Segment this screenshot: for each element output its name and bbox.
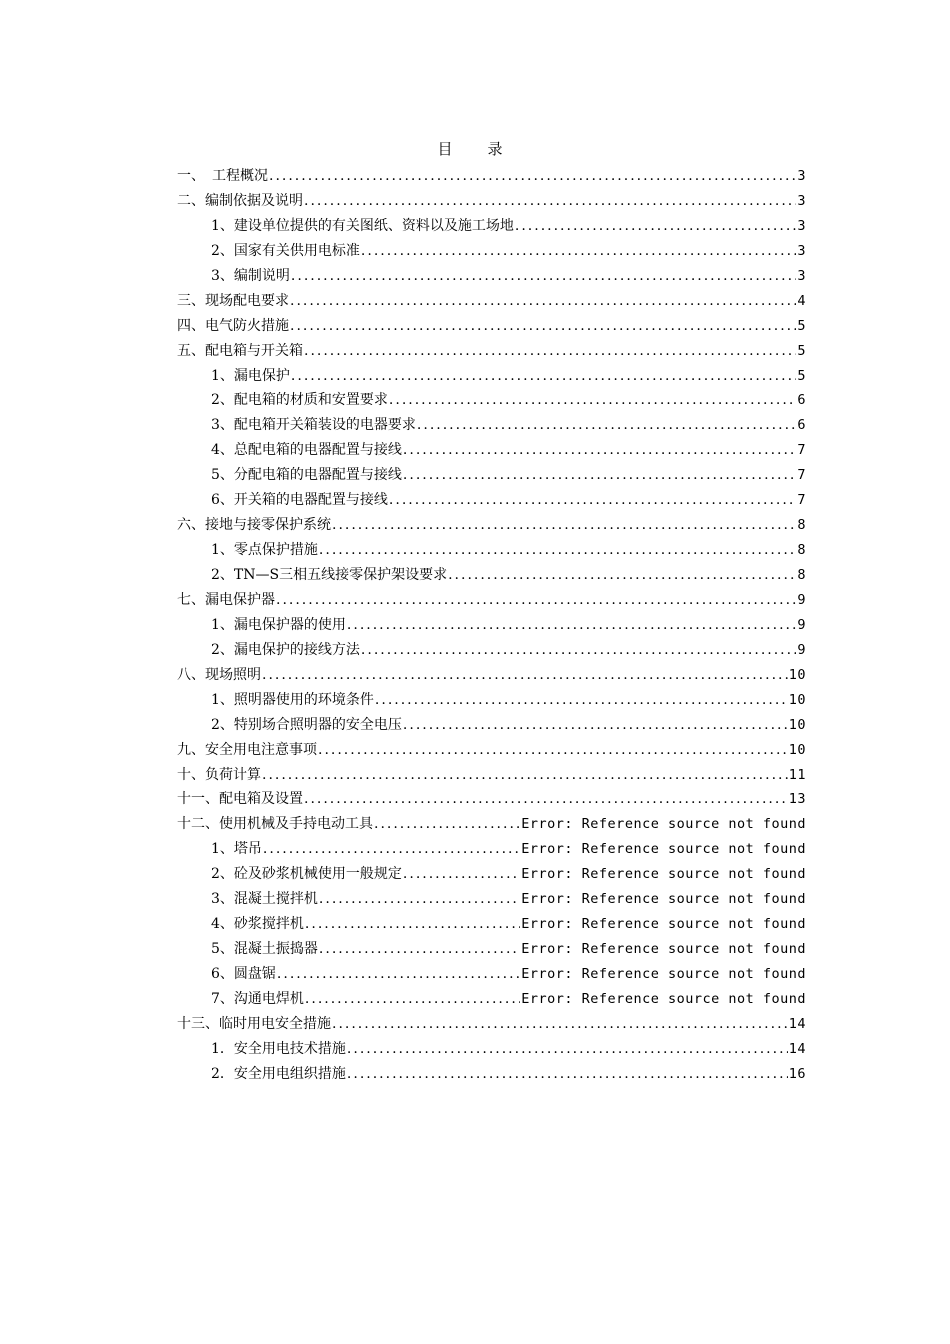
toc-entry-label: 6、开关箱的电器配置与接线 — [211, 492, 388, 509]
toc-entry-page: 10 — [788, 741, 806, 758]
toc-dot-leader — [403, 463, 796, 488]
toc-entry[interactable] — [177, 189, 806, 214]
toc-entry[interactable] — [177, 364, 806, 389]
toc-entry-page: Error: Reference source not found — [521, 841, 806, 858]
toc-entry-label: 2、特别场合照明器的安全电压 — [211, 716, 402, 733]
toc-entry-page: 3 — [797, 168, 806, 184]
toc-entry-label: 3、混凝土搅拌机 — [211, 891, 318, 908]
toc-entry[interactable] — [177, 438, 806, 463]
toc-entry[interactable] — [177, 513, 806, 538]
toc-entry-page: 3 — [797, 267, 806, 284]
toc-entry[interactable] — [177, 264, 806, 289]
toc-dot-leader — [304, 339, 796, 364]
toc-entry[interactable] — [177, 962, 806, 987]
toc-entry-page: 9 — [797, 591, 806, 608]
toc-entry[interactable] — [177, 339, 806, 364]
toc-entry[interactable] — [177, 912, 806, 937]
toc-entry[interactable] — [177, 588, 806, 613]
toc-dot-leader — [389, 488, 796, 513]
toc-entry[interactable] — [177, 289, 806, 314]
toc-entry-page: Error: Reference source not found — [521, 916, 806, 933]
toc-entry[interactable] — [177, 713, 806, 738]
toc-entry-label: 1、漏电保护 — [211, 367, 290, 384]
toc-entry-label: 八、现场照明 — [177, 666, 261, 683]
toc-dot-leader — [319, 937, 520, 962]
toc-dot-leader — [347, 613, 796, 638]
toc-dot-leader — [319, 538, 796, 563]
toc-dot-leader — [403, 713, 788, 738]
toc-entry-label: 1、零点保护措施 — [211, 542, 318, 559]
toc-entry[interactable] — [177, 663, 806, 688]
toc-entry-page: 7 — [797, 467, 806, 484]
toc-entry-page: 5 — [797, 342, 806, 359]
toc-entry-label: 3、配电箱开关箱装设的电器要求 — [211, 417, 416, 434]
toc-entry-label: 三、现场配电要求 — [177, 292, 289, 309]
toc-entry-page: 7 — [797, 492, 806, 509]
toc-entry-label: 5、分配电箱的电器配置与接线 — [211, 467, 402, 484]
toc-dot-leader — [403, 862, 520, 887]
toc-dot-leader — [290, 314, 796, 339]
toc-entry-page: 4 — [797, 292, 806, 309]
toc-entry[interactable] — [177, 239, 806, 264]
toc-entry[interactable] — [177, 488, 806, 513]
toc-entry-label: 5、混凝土振捣器 — [211, 941, 318, 958]
toc-entry[interactable] — [177, 463, 806, 488]
toc-dot-leader — [262, 763, 788, 788]
toc-dot-leader — [332, 1012, 788, 1037]
toc-dot-leader — [374, 812, 520, 837]
toc-entry-page: 13 — [788, 791, 806, 808]
toc-dot-leader — [304, 787, 788, 812]
toc-dot-leader — [417, 413, 796, 438]
toc-entry[interactable] — [177, 862, 806, 887]
toc-entry[interactable] — [177, 763, 806, 788]
toc-title: 目 录 — [437, 140, 513, 158]
toc-entry-label: 7、沟通电焊机 — [211, 990, 304, 1007]
toc-dot-leader — [277, 962, 520, 987]
toc-dot-leader — [263, 837, 520, 862]
toc-entry[interactable] — [177, 987, 806, 1012]
toc-dot-leader — [318, 738, 788, 763]
toc-entry-label: 1、塔吊 — [211, 841, 262, 858]
toc-entry-page: 5 — [797, 367, 806, 384]
toc-entry-page: 3 — [797, 217, 806, 234]
toc-entry-label: 2．安全用电组织措施 — [211, 1065, 346, 1082]
toc-dot-leader — [290, 289, 796, 314]
toc-entry[interactable] — [177, 638, 806, 663]
toc-entry-label: 十、负荷计算 — [177, 766, 261, 783]
toc-entry[interactable] — [177, 538, 806, 563]
toc-dot-leader — [305, 912, 520, 937]
toc-entry[interactable] — [177, 388, 806, 413]
toc-entry-label: 一、 工程概况 — [177, 168, 268, 184]
toc-entry-page: 10 — [788, 691, 806, 708]
toc-entry-label: 2、配电箱的材质和安置要求 — [211, 392, 388, 409]
toc-entry-page: 10 — [788, 716, 806, 733]
toc-entry-label: 2、砼及砂浆机械使用一般规定 — [211, 866, 402, 883]
toc-dot-leader — [262, 663, 788, 688]
toc-dot-leader — [389, 388, 796, 413]
toc-entry[interactable] — [177, 1012, 806, 1037]
toc-entry[interactable] — [177, 1037, 806, 1062]
toc-entry-page: 6 — [797, 392, 806, 409]
toc-entry-label: 1、建设单位提供的有关图纸、资料以及施工场地 — [211, 217, 514, 234]
toc-entry[interactable] — [177, 937, 806, 962]
toc-dot-leader — [361, 638, 796, 663]
toc-entry-label: 六、接地与接零保护系统 — [177, 517, 331, 534]
toc-entry-page: 3 — [797, 192, 806, 209]
toc-dot-leader — [305, 987, 520, 1012]
toc-entry-page: 10 — [788, 666, 806, 683]
toc-entry-page: 5 — [797, 317, 806, 334]
toc-dot-leader — [361, 239, 796, 264]
toc-entry-page: 8 — [797, 542, 806, 559]
toc-entry-page: 16 — [788, 1065, 806, 1082]
toc-entry-page: 9 — [797, 616, 806, 633]
toc-entry[interactable] — [177, 738, 806, 763]
toc-entry[interactable] — [177, 787, 806, 812]
toc-entry-label: 1、照明器使用的环境条件 — [211, 691, 374, 708]
toc-entry-label: 2、漏电保护的接线方法 — [211, 641, 360, 658]
toc-entry[interactable] — [177, 214, 806, 239]
toc-entry-page: 8 — [797, 567, 806, 583]
toc-entry-page: Error: Reference source not found — [521, 816, 806, 833]
toc-entry-label: 七、漏电保护器 — [177, 591, 275, 608]
toc-entry[interactable] — [177, 563, 806, 588]
toc-entry-label: 十一、配电箱及设置 — [177, 791, 303, 808]
toc-entry-label: 1．安全用电技术措施 — [211, 1040, 346, 1057]
toc-entry-page: 6 — [797, 417, 806, 434]
toc-dot-leader — [347, 1062, 788, 1087]
toc-entry[interactable] — [177, 613, 806, 638]
toc-dot-leader — [291, 364, 796, 389]
toc-entry-page: 14 — [788, 1015, 806, 1032]
toc-dot-leader — [291, 264, 796, 289]
toc-entry[interactable] — [177, 164, 806, 189]
toc-entry-label: 4、总配电箱的电器配置与接线 — [211, 442, 402, 459]
toc-entry[interactable] — [177, 688, 806, 713]
toc-entry-label: 2、TN—S三相五线接零保护架设要求 — [211, 567, 448, 583]
toc-entry-page: 14 — [788, 1040, 806, 1057]
toc-entry-page: 11 — [788, 766, 806, 783]
toc-entry[interactable] — [177, 1062, 806, 1087]
toc-entry-label: 6、圆盘锯 — [211, 966, 276, 982]
toc-dot-leader — [332, 513, 796, 538]
toc-dot-leader — [319, 887, 520, 912]
toc-entry-page: Error: Reference source not found — [521, 990, 806, 1007]
toc-entry-page: Error: Reference source not found — [521, 966, 806, 982]
toc-entry-label: 十二、使用机械及手持电动工具 — [177, 816, 373, 833]
toc-dot-leader — [375, 688, 788, 713]
toc-entry-page: 9 — [797, 641, 806, 658]
toc-dot-leader — [403, 438, 796, 463]
toc-entry[interactable] — [177, 413, 806, 438]
toc-entry[interactable] — [177, 837, 806, 862]
toc-dot-leader — [276, 588, 796, 613]
toc-dot-leader — [515, 214, 796, 239]
toc-entry-page: 3 — [797, 242, 806, 259]
toc-entry-label: 2、国家有关供用电标准 — [211, 242, 360, 259]
toc-entry-label: 五、配电箱与开关箱 — [177, 342, 303, 359]
toc-entry-label: 3、编制说明 — [211, 267, 290, 284]
toc-dot-leader — [347, 1037, 788, 1062]
toc-dot-leader — [448, 563, 796, 588]
toc-entry-label: 十三、临时用电安全措施 — [177, 1015, 331, 1032]
toc-entry-page: Error: Reference source not found — [521, 891, 806, 908]
toc-entry-label: 九、安全用电注意事项 — [177, 741, 317, 758]
toc-entry-label: 二、编制依据及说明 — [177, 192, 303, 209]
toc-entry[interactable] — [177, 812, 806, 837]
toc-entry[interactable] — [177, 314, 806, 339]
toc-list — [177, 164, 806, 1087]
toc-entry-page: 7 — [797, 442, 806, 459]
toc-entry-page: Error: Reference source not found — [521, 866, 806, 883]
toc-entry-label: 1、漏电保护器的使用 — [211, 616, 346, 633]
toc-entry-page: Error: Reference source not found — [521, 941, 806, 958]
toc-entry-label: 四、电气防火措施 — [177, 317, 289, 334]
toc-dot-leader — [269, 164, 796, 189]
toc-entry-label: 4、砂浆搅拌机 — [211, 916, 304, 933]
toc-dot-leader — [304, 189, 796, 214]
toc-entry-page: 8 — [797, 517, 806, 534]
toc-entry[interactable] — [177, 887, 806, 912]
